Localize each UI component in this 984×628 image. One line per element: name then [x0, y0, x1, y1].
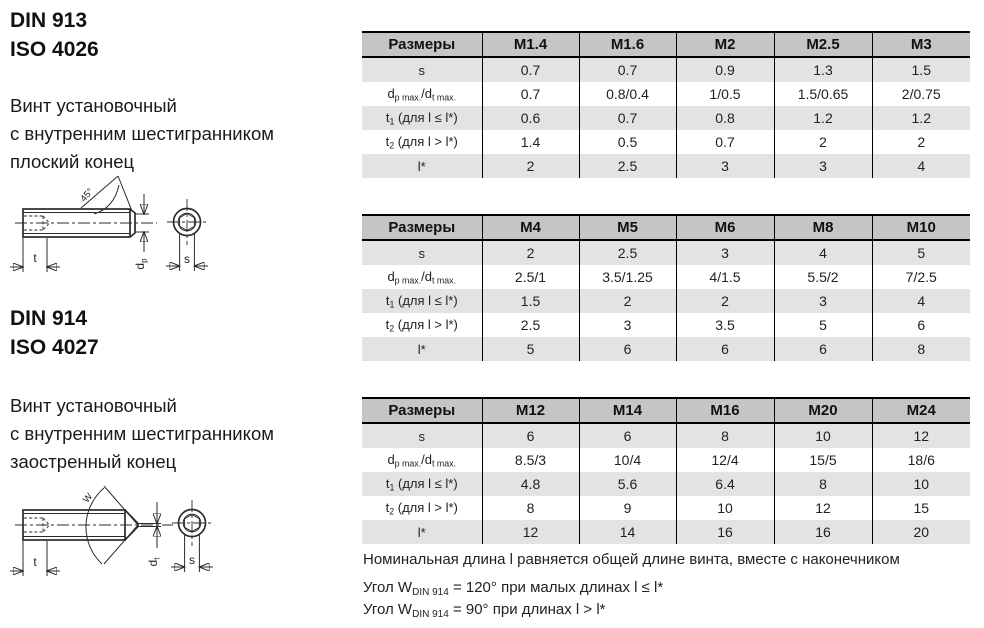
- dimension-value-cell: 18/6: [872, 448, 970, 472]
- row-label: [362, 265, 482, 289]
- dimension-value-cell: 8: [482, 496, 579, 520]
- dimension-value-cell: 1.4: [482, 130, 579, 154]
- description-line: Винт установочный: [10, 95, 177, 116]
- dimension-value-cell: 16: [774, 520, 872, 544]
- text-segment: s: [418, 428, 425, 444]
- screw-end-view: [172, 500, 212, 546]
- subscript-text: 2: [389, 506, 395, 517]
- table-row: [362, 448, 970, 472]
- dimension-s-label: s: [184, 252, 190, 266]
- size-column-header: M24: [872, 398, 970, 423]
- dimension-value-cell: 5.5/2: [774, 265, 872, 289]
- dimension-value-cell: 6: [579, 337, 676, 361]
- dimension-value-cell: 0.5: [579, 130, 676, 154]
- text-segment: t: [385, 133, 390, 149]
- text-segment: = 90° при длинах l > l*: [448, 601, 606, 618]
- dimensions-column-header: Размеры: [362, 32, 482, 57]
- subscript-text: t max.: [432, 92, 457, 103]
- dimension-dp: [133, 194, 149, 270]
- dimension-value-cell: 8: [872, 337, 970, 361]
- dimension-dt: [138, 502, 162, 566]
- dimension-value-cell: 2: [676, 289, 774, 313]
- iso4026-title: ISO 4026: [10, 38, 99, 61]
- dimensions-table-medium-sizes: [362, 214, 970, 361]
- size-column-header: M20: [774, 398, 872, 423]
- text-segment: t: [385, 109, 390, 125]
- din914-standard-heading: [10, 304, 99, 362]
- dimensions-table-large-sizes: [362, 397, 970, 544]
- row-label: [362, 106, 482, 130]
- subscript-text: 2: [389, 140, 395, 151]
- dimension-value-cell: 10/4: [579, 448, 676, 472]
- dimension-value-cell: 10: [872, 472, 970, 496]
- dimension-value-cell: 2/0.75: [872, 82, 970, 106]
- dimension-value-cell: 1.5: [482, 289, 579, 313]
- dimension-value-cell: 2: [579, 289, 676, 313]
- dimension-value-cell: 1.3: [774, 57, 872, 82]
- dimension-value-cell: 0.7: [579, 57, 676, 82]
- din913-description: [10, 92, 274, 176]
- dimensions-column-header: Размеры: [362, 215, 482, 240]
- din914-title: DIN 914: [10, 307, 88, 330]
- description-line: плоский конец: [10, 151, 135, 172]
- dimension-value-cell: 0.8/0.4: [579, 82, 676, 106]
- row-label: [362, 520, 482, 544]
- text-segment: (для l ≤ l*): [394, 475, 458, 491]
- header-row: [362, 215, 970, 240]
- dimension-value-cell: 9: [579, 496, 676, 520]
- dimension-value-cell: 15/5: [774, 448, 872, 472]
- size-column-header: M2: [676, 32, 774, 57]
- dimension-value-cell: 7/2.5: [872, 265, 970, 289]
- subscript-text: p max.: [394, 92, 422, 103]
- text-segment: /d: [421, 451, 433, 467]
- subscript-text: t max.: [432, 275, 457, 286]
- text-segment: (для l ≤ l*): [394, 292, 458, 308]
- dimension-value-cell: 5: [774, 313, 872, 337]
- table-row: [362, 520, 970, 544]
- size-column-header: M2.5: [774, 32, 872, 57]
- dimension-dp-label: $d_p$: [133, 258, 149, 270]
- dimension-value-cell: 0.9: [676, 57, 774, 82]
- dimension-value-cell: 14: [579, 520, 676, 544]
- dimension-value-cell: 5: [482, 337, 579, 361]
- dimension-t: [10, 541, 60, 576]
- text-segment: s: [418, 245, 425, 261]
- description-line: с внутренним шестигранником: [10, 123, 274, 144]
- text-segment: Номинальная длина l равняется общей длине винта, вместе с наконечником: [363, 551, 900, 568]
- row-label: [362, 154, 482, 178]
- text-segment: /d: [421, 268, 433, 284]
- table-row: [362, 472, 970, 496]
- text-segment: t: [385, 316, 390, 332]
- dimension-value-cell: 3: [774, 289, 872, 313]
- subscript-text: 1: [389, 482, 395, 493]
- dimension-value-cell: 3: [579, 313, 676, 337]
- text-segment: t: [385, 475, 390, 491]
- row-label: [362, 423, 482, 448]
- row-label: [362, 472, 482, 496]
- row-label: [362, 130, 482, 154]
- table-row: [362, 106, 970, 130]
- description-line: Винт установочный: [10, 395, 177, 416]
- point-angle-label: W: [80, 491, 96, 506]
- dimension-value-cell: 0.7: [482, 57, 579, 82]
- subscript-text: 1: [389, 299, 395, 310]
- size-column-header: M12: [482, 398, 579, 423]
- table-row: [362, 337, 970, 361]
- table-row: [362, 423, 970, 448]
- text-segment: t: [385, 499, 390, 515]
- dimension-value-cell: 12: [482, 520, 579, 544]
- size-column-header: M8: [774, 215, 872, 240]
- dimension-dt-label: $d_t$: [146, 557, 162, 567]
- dimension-value-cell: 2.5: [482, 313, 579, 337]
- size-column-header: M16: [676, 398, 774, 423]
- text-segment: d: [387, 268, 395, 284]
- dimension-s: [171, 535, 213, 572]
- text-segment: = 120° при малых длинах l ≤ l*: [448, 579, 664, 596]
- subscript-text: t max.: [432, 458, 457, 469]
- header-row: [362, 32, 970, 57]
- dimension-value-cell: 5.6: [579, 472, 676, 496]
- row-label: [362, 313, 482, 337]
- dimension-s: [166, 234, 208, 271]
- dimension-value-cell: 12: [872, 423, 970, 448]
- table-row: [362, 82, 970, 106]
- dimension-value-cell: 3.5/1.25: [579, 265, 676, 289]
- dimension-value-cell: 10: [774, 423, 872, 448]
- table-row: [362, 154, 970, 178]
- table-row: [362, 57, 970, 82]
- dimension-value-cell: 6: [872, 313, 970, 337]
- text-segment: s: [418, 62, 425, 78]
- row-label: [362, 337, 482, 361]
- dimension-value-cell: 2: [872, 130, 970, 154]
- dimension-value-cell: 0.7: [579, 106, 676, 130]
- dimension-value-cell: 5: [872, 240, 970, 265]
- table-row: [362, 313, 970, 337]
- text-segment: l*: [417, 341, 426, 357]
- dimension-value-cell: 8: [676, 423, 774, 448]
- subscript-text: 1: [389, 116, 395, 127]
- text-segment: l*: [417, 158, 426, 174]
- text-segment: l*: [417, 524, 426, 540]
- dimension-value-cell: 8.5/3: [482, 448, 579, 472]
- dimension-s-label: s: [189, 553, 195, 567]
- text-segment: Угол W: [363, 601, 413, 618]
- dimension-value-cell: 1.2: [872, 106, 970, 130]
- size-column-header: M6: [676, 215, 774, 240]
- dimension-value-cell: 2: [482, 240, 579, 265]
- row-label: [362, 289, 482, 313]
- size-column-header: M5: [579, 215, 676, 240]
- note-angle-90: [363, 601, 606, 620]
- dimension-value-cell: 1.5/0.65: [774, 82, 872, 106]
- text-segment: (для l > l*): [394, 133, 458, 149]
- dimension-value-cell: 0.7: [676, 130, 774, 154]
- dimension-value-cell: 4/1.5: [676, 265, 774, 289]
- dimension-value-cell: 1.5: [872, 57, 970, 82]
- dimension-value-cell: 0.6: [482, 106, 579, 130]
- dimension-t-label: t: [33, 251, 37, 265]
- dimension-value-cell: 6: [579, 423, 676, 448]
- text-segment: d: [387, 451, 395, 467]
- dimension-value-cell: 4: [872, 154, 970, 178]
- dimension-value-cell: 20: [872, 520, 970, 544]
- note-angle-120: [363, 579, 663, 598]
- dimension-t-label: t: [33, 555, 37, 569]
- din913-title: DIN 913: [10, 9, 88, 32]
- dimension-value-cell: 12: [774, 496, 872, 520]
- row-label: [362, 496, 482, 520]
- description-line: с внутренним шестигранником: [10, 423, 274, 444]
- dimension-t: [10, 238, 60, 272]
- dimension-value-cell: 2.5/1: [482, 265, 579, 289]
- size-column-header: M14: [579, 398, 676, 423]
- dimension-value-cell: 2.5: [579, 240, 676, 265]
- text-segment: (для l > l*): [394, 499, 458, 515]
- chamfer-angle-label: 45°: [78, 186, 97, 205]
- subscript-text: p max.: [394, 458, 422, 469]
- text-segment: d: [387, 85, 395, 101]
- dimension-value-cell: 6.4: [676, 472, 774, 496]
- size-column-header: M4: [482, 215, 579, 240]
- dimension-value-cell: 10: [676, 496, 774, 520]
- table-row: [362, 496, 970, 520]
- dimension-value-cell: 3: [676, 154, 774, 178]
- subscript-text: p max.: [394, 275, 422, 286]
- text-segment: (для l > l*): [394, 316, 458, 332]
- text-segment: t: [385, 292, 390, 308]
- table-row: [362, 265, 970, 289]
- header-row: [362, 398, 970, 423]
- screw-end-view: [167, 199, 207, 245]
- dimension-value-cell: 0.8: [676, 106, 774, 130]
- dimension-value-cell: 4.8: [482, 472, 579, 496]
- text-segment: Угол W: [363, 579, 413, 596]
- dimension-value-cell: 3: [774, 154, 872, 178]
- dimension-value-cell: 6: [482, 423, 579, 448]
- size-column-header: M10: [872, 215, 970, 240]
- row-label: [362, 82, 482, 106]
- dimension-value-cell: 6: [676, 337, 774, 361]
- dimension-value-cell: 2: [774, 130, 872, 154]
- size-column-header: M1.6: [579, 32, 676, 57]
- flat-point-screw-drawing: [5, 172, 235, 284]
- dimension-value-cell: 0.7: [482, 82, 579, 106]
- dimension-value-cell: 1/0.5: [676, 82, 774, 106]
- dimension-value-cell: 8: [774, 472, 872, 496]
- row-label: [362, 448, 482, 472]
- table-row: [362, 130, 970, 154]
- iso4027-title: ISO 4027: [10, 336, 99, 359]
- dimension-value-cell: 4: [872, 289, 970, 313]
- subscript-text: DIN 914: [412, 609, 449, 620]
- size-column-header: M1.4: [482, 32, 579, 57]
- cone-point-screw-drawing: [5, 478, 235, 600]
- dimension-value-cell: 2.5: [579, 154, 676, 178]
- subscript-text: DIN 914: [412, 587, 449, 598]
- row-label: [362, 240, 482, 265]
- text-segment: (для l ≤ l*): [394, 109, 458, 125]
- dimension-value-cell: 6: [774, 337, 872, 361]
- dimension-value-cell: 4: [774, 240, 872, 265]
- dimensions-table-small-sizes: [362, 31, 970, 178]
- description-line: заостренный конец: [10, 451, 177, 472]
- dimensions-column-header: Размеры: [362, 398, 482, 423]
- dimension-value-cell: 15: [872, 496, 970, 520]
- dimension-value-cell: 2: [482, 154, 579, 178]
- dimension-value-cell: 3: [676, 240, 774, 265]
- din914-description: [10, 392, 274, 476]
- text-segment: /d: [421, 85, 433, 101]
- dimension-value-cell: 16: [676, 520, 774, 544]
- din913-standard-heading: [10, 6, 99, 64]
- dimension-value-cell: 12/4: [676, 448, 774, 472]
- dimension-value-cell: 3.5: [676, 313, 774, 337]
- dimension-value-cell: 1.2: [774, 106, 872, 130]
- table-row: [362, 289, 970, 313]
- subscript-text: 2: [389, 323, 395, 334]
- size-column-header: M3: [872, 32, 970, 57]
- table-row: [362, 240, 970, 265]
- note-nominal-length: [363, 551, 900, 568]
- row-label: [362, 57, 482, 82]
